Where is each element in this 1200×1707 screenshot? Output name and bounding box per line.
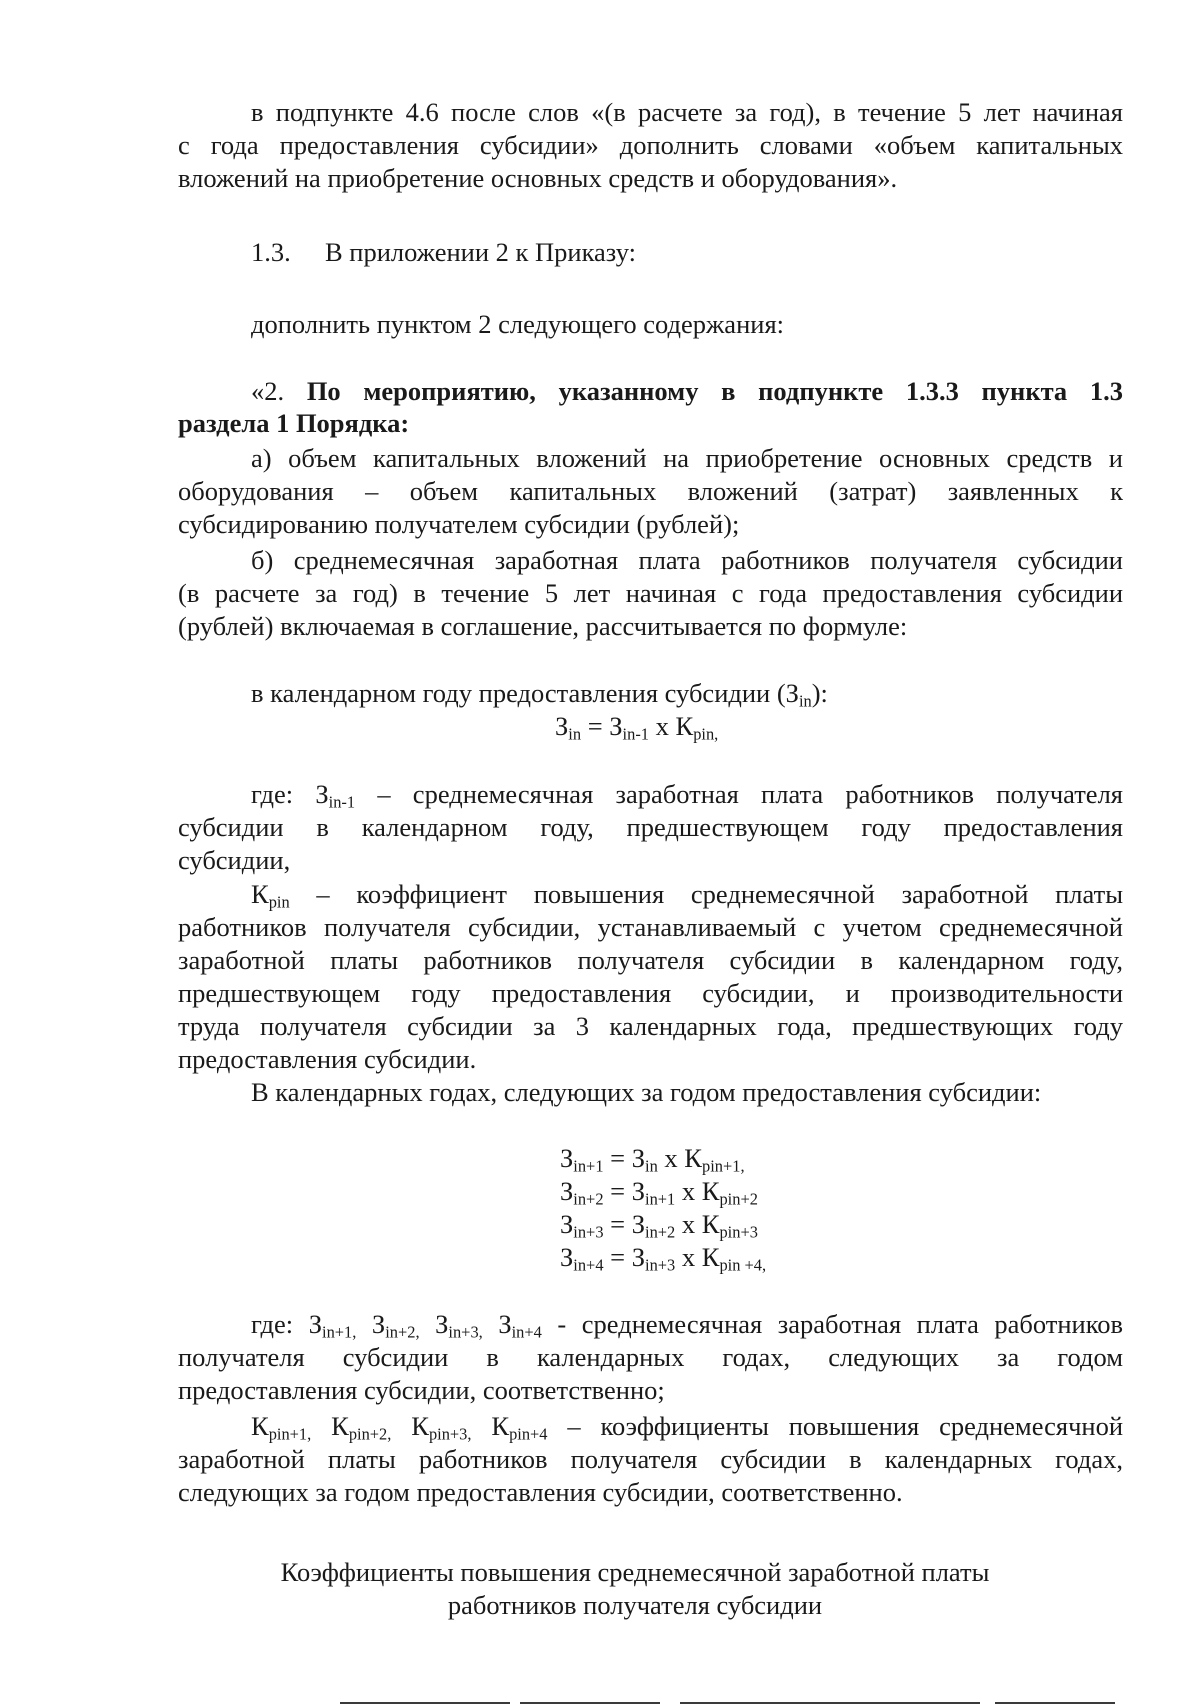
formula-symbol: З bbox=[560, 1242, 574, 1272]
formula-symbol: К bbox=[491, 1411, 510, 1441]
kpin-line: работников получателя субсидии, устанавливаемый с учетом среднемесячной bbox=[178, 912, 1123, 942]
formula-line bbox=[560, 1175, 758, 1208]
following-years-line: В календарных годах, следующих за годом предоставления субсидии: bbox=[251, 1077, 1042, 1107]
item-a-line: оборудования – объем капитальных вложений (затрат) заявленных к bbox=[178, 476, 1123, 506]
item-a-line: а) объем капитальных вложений на приобретение основных средств и bbox=[251, 443, 1123, 473]
kpin-line: заработной платы работников получателя субсидии в календарном году, bbox=[178, 945, 1123, 975]
heading-prefix: «2. bbox=[251, 376, 285, 406]
section-title: В приложении 2 к Приказу: bbox=[325, 237, 636, 267]
table-border-fragment bbox=[680, 1702, 980, 1704]
formula-subscript: pin+3 bbox=[719, 1222, 758, 1242]
formula-subscript: in+3 bbox=[645, 1255, 676, 1275]
formula-subscript: pin+2, bbox=[348, 1424, 392, 1444]
formula-symbol: З bbox=[560, 1176, 574, 1206]
paragraph-line: в подпункте 4.6 после слов «(в расчете за год), в течение 5 лет начиная bbox=[251, 97, 1123, 127]
kpin-line: предшествующем году предоставления субсидии, и производительности bbox=[178, 978, 1123, 1008]
kpin-line: $К_{pin}$ – коэффициент повышения среднемесячной заработной платы bbox=[251, 879, 1123, 912]
formula-symbol: З bbox=[435, 1309, 449, 1339]
where-line: субсидии, bbox=[178, 845, 291, 875]
heading-line: раздела 1 Порядка: bbox=[178, 408, 410, 438]
formula-subscript: in+1 bbox=[645, 1189, 676, 1209]
kpin-line: предоставления субсидии. bbox=[178, 1044, 477, 1074]
formula-symbol: З bbox=[308, 1309, 322, 1339]
formula-subscript: pin+1, bbox=[268, 1424, 312, 1444]
formula-subscript: in+2, bbox=[385, 1322, 420, 1342]
formula-symbol: З bbox=[371, 1309, 386, 1339]
formula-symbol: x К bbox=[675, 1176, 720, 1206]
table-title-line: Коэффициенты повышения среднемесячной заработной платы bbox=[280, 1557, 990, 1587]
kpins-rest: – коэффициенты повышения среднемесячной bbox=[547, 1411, 1124, 1441]
formula-symbol: = З bbox=[603, 1242, 646, 1272]
formula-symbol: К bbox=[251, 1411, 269, 1441]
formula-subscript: in+1, bbox=[322, 1322, 357, 1342]
formula-symbol: x К bbox=[675, 1242, 720, 1272]
where-line: где: $З_{in-1}$ – среднемесячная заработная плата работников получателя bbox=[251, 779, 1123, 812]
formula-symbol: = З bbox=[603, 1143, 646, 1173]
formula-subscript: in+2 bbox=[573, 1189, 604, 1209]
paragraph-line: дополнить пунктом 2 следующего содержания: bbox=[251, 309, 784, 339]
formula-subscript: pin+3, bbox=[428, 1424, 472, 1444]
formula-symbol: З bbox=[498, 1309, 512, 1339]
formula-main: $З_{in} = З_{in-1}$ x $К_{pin,}$ bbox=[555, 711, 719, 744]
paragraph-line: вложений на приобретение основных средств и оборудования». bbox=[178, 163, 898, 193]
formula-subscript: in+3, bbox=[448, 1322, 483, 1342]
item-b-line: (рублей) включаемая в соглашение, рассчитывается по формуле: bbox=[178, 611, 908, 641]
formula-subscript: pin+1, bbox=[701, 1156, 745, 1176]
formula-symbol: = З bbox=[603, 1176, 646, 1206]
kpins-line bbox=[251, 1410, 1123, 1443]
heading-line bbox=[251, 375, 1123, 408]
where2-line: предоставления субсидии, соответственно; bbox=[178, 1375, 665, 1405]
formula-subscript: pin+2 bbox=[719, 1189, 758, 1209]
formula-subscript: pin+4 bbox=[509, 1424, 548, 1444]
item-b-line: б) среднемесячная заработная плата работников получателя субсидии bbox=[251, 545, 1123, 575]
formula-symbol: x К bbox=[657, 1143, 702, 1173]
kpins-line: следующих за годом предоставления субсидии, соответственно. bbox=[178, 1477, 903, 1507]
table-title-line: работников получателя субсидии bbox=[447, 1590, 823, 1620]
formula-line bbox=[560, 1142, 745, 1175]
item-a-line: субсидированию получателем субсидии (рублей); bbox=[178, 509, 740, 539]
formula-symbol: = З bbox=[603, 1209, 646, 1239]
table-border-fragment bbox=[520, 1702, 660, 1704]
heading-bold-text: По мероприятию, указанному в подпункте 1.3.3 пункта 1.3 bbox=[306, 376, 1123, 406]
formula-subscript: in bbox=[645, 1156, 658, 1176]
where2-rest: - среднемесячная заработная плата работников bbox=[541, 1309, 1124, 1339]
formula-subscript: in+2 bbox=[645, 1222, 676, 1242]
formula-subscript: in+4 bbox=[511, 1322, 542, 1342]
item-b-line: (в расчете за год) в течение 5 лет начиная с года предоставления субсидии bbox=[178, 578, 1123, 608]
formula-symbol: К bbox=[331, 1411, 349, 1441]
table-border-fragment bbox=[995, 1702, 1115, 1704]
calendar-year-line: в календарном году предоставления субсидии $(З_{in})$: bbox=[251, 678, 828, 711]
table-border-fragment bbox=[340, 1702, 510, 1704]
formula-symbol: З bbox=[560, 1209, 574, 1239]
where2-line bbox=[251, 1308, 1123, 1341]
formula-symbol: x К bbox=[675, 1209, 720, 1239]
section-number: 1.3. bbox=[251, 237, 291, 267]
formula-subscript: in+3 bbox=[573, 1222, 604, 1242]
where2-prefix: где: bbox=[251, 1309, 309, 1339]
formula-line bbox=[560, 1208, 758, 1241]
kpins-line: заработной платы работников получателя субсидии в календарных годах, bbox=[178, 1444, 1123, 1474]
formula-subscript: in+4 bbox=[573, 1255, 604, 1275]
paragraph-line: с года предоставления субсидии» дополнить словами «объем капитальных bbox=[178, 130, 1123, 160]
formula-line bbox=[560, 1241, 766, 1274]
formula-symbol: К bbox=[411, 1411, 429, 1441]
where-line: субсидии в календарном году, предшествующем году предоставления bbox=[178, 812, 1123, 842]
where2-line: получателя субсидии в календарных годах, следующих за годом bbox=[178, 1342, 1123, 1372]
formula-symbol: З bbox=[560, 1143, 574, 1173]
formula-subscript: pin +4, bbox=[719, 1255, 767, 1275]
formula-subscript: in+1 bbox=[573, 1156, 604, 1176]
kpin-line: труда получателя субсидии за 3 календарных года, предшествующих году bbox=[178, 1011, 1123, 1041]
